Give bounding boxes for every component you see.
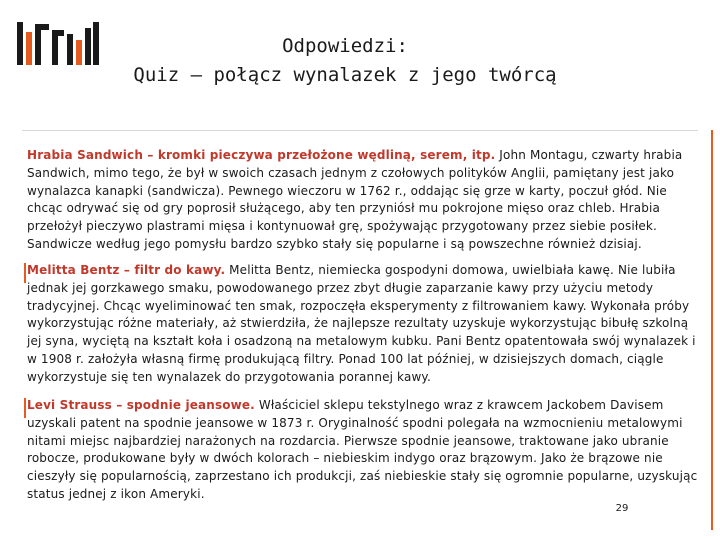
section-accent-2 [24, 263, 26, 283]
section-body: Melitta Bentz, niemiecka gospodyni domowa, uwielbiała kawę. Nie lubiła jednak jej gorzkawego smaku, powodowanego przez zbyt długie zaparzanie kawy przy użyciu metody tradycyjnej. Chcąc wyeliminować ten smak, rozpoczęła eksperymenty z filtrowaniem kawy. Wykonała próby wykorzystując różne materiały, aż stwierdziła, że najlepsze rezultaty uzyskuje wykorzystując bibułę szkolną jej syna, wyciętą na kształt koła i osadzoną na metalowym kubku. Pani Bentz opatentowała swój wynalazek i w 1908 r. założyła własną firmę produkującą filtry. Ponad 100 lat później, w dzisiejszych domach, ciągle wykorzystuje się ten wynalazek do przygotowania porannej kawy. [27, 263, 696, 384]
section-accent-3 [24, 398, 26, 418]
page-title [110, 32, 580, 90]
section-sandwich [27, 147, 703, 254]
title-line-1: Odpowiedzi: [282, 35, 408, 57]
right-accent-bar [711, 130, 713, 530]
section-body: John Montagu, czwarty hrabia Sandwich, mimo tego, że był w swoich czasach jednym z czołowych polityków Anglii, pamiętany jest jako wynalazca kanapki (sandwicza). Pewnego wieczoru w 1762 r., oddając się grze w karty, poczuł głód. Nie chcąc odrywać się od gry poprosił służącego, aby ten przyniósł mu pokrojone mięso oraz chleb. Hrabia przełożył pieczywo plastrami mięsa i kontynuował grę, spożywając przygotowany przez siebie posiłek. Sandwicze według jego pomysłu bardzo szybko stały się popularne i są powszechne również dzisiaj. [27, 148, 683, 251]
section-lead: Levi Strauss – spodnie jeansowe. [27, 398, 255, 412]
section-lead: Melitta Bentz – filtr do kawy. [27, 263, 226, 277]
section-lead: Hrabia Sandwich – kromki pieczywa przełożone wędliną, serem, itp. [27, 148, 496, 162]
title-line-2: Quiz – połącz wynalazek z jego twórcą [133, 64, 557, 86]
logo-icon [17, 20, 99, 65]
section-levi [27, 397, 703, 504]
page-number: 29 [615, 503, 629, 514]
section-melitta [27, 262, 703, 387]
header-divider [22, 130, 698, 131]
section-body: Właściciel sklepu tekstylnego wraz z krawcem Jackobem Davisem uzyskali patent na spodnie jeansowe w 1873 r. Oryginalność spodni polegała na wzmocnieniu metalowymi nitami miejsc najbardziej narażonych na rozdarcia. Pierwsze spodnie jeansowe, traktowane jako ubranie robocze, produkowane były w dwóch kolorach – niebieskim indygo oraz brązowym. Jako że brązowe nie cieszyły się popularnością, zaprzestano ich produkcji, zaś niebieskie stały się ogromnie popularne, uzyskując status jednej z ikon Ameryki. [27, 398, 698, 501]
